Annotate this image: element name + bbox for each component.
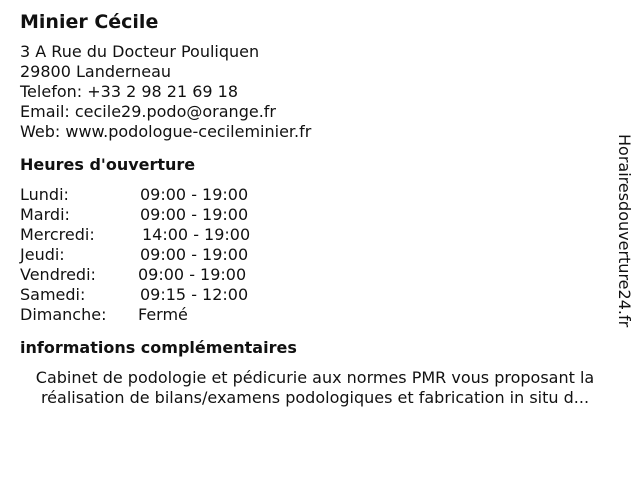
hours-row-saturday — [20, 285, 610, 305]
info-line-1: Cabinet de podologie et pédicurie aux normes PMR vous proposant la — [35, 368, 595, 387]
hours-day-label: Samedi: — [20, 285, 86, 304]
hours-day-label: Vendredi: — [20, 265, 96, 284]
hours-time: 09:15 - 12:00 — [140, 285, 249, 304]
hours-row-monday — [20, 185, 610, 205]
business-name: Minier Cécile — [20, 11, 159, 33]
hours-row-wednesday — [20, 225, 610, 245]
watermark-vertical — [612, 134, 636, 344]
hours-day-label: Dimanche: — [20, 305, 107, 324]
hours-day-label: Mardi: — [20, 205, 70, 224]
address-line2: 29800 Landerneau — [20, 62, 172, 81]
watermark-text: Horairesdouverture24.fr — [615, 134, 634, 328]
hours-row-friday — [20, 265, 610, 285]
hours-time: 14:00 - 19:00 — [142, 225, 251, 244]
hours-time: 09:00 - 19:00 — [140, 245, 249, 264]
info-line-2: réalisation de bilans/examens podologiques et fabrication in situ d... — [40, 388, 590, 407]
hours-day-label: Jeudi: — [20, 245, 65, 264]
business-card — [20, 10, 610, 408]
info-description — [20, 368, 610, 408]
hours-time: Fermé — [138, 305, 188, 324]
hours-row-tuesday — [20, 205, 610, 225]
email-text: Email: cecile29.podo@orange.fr — [20, 102, 276, 121]
web-text: Web: www.podologue-cecileminier.fr — [20, 122, 312, 141]
hours-time: 09:00 - 19:00 — [140, 185, 249, 204]
hours-day-label: Lundi: — [20, 185, 69, 204]
hours-row-sunday — [20, 305, 610, 325]
hours-day-label: Mercredi: — [20, 225, 95, 244]
hours-row-thursday — [20, 245, 610, 265]
hours-time: 09:00 - 19:00 — [140, 205, 249, 224]
address-line1: 3 A Rue du Docteur Pouliquen — [20, 42, 260, 61]
phone-text: Telefon: +33 2 98 21 69 18 — [20, 82, 239, 101]
hours-title: Heures d'ouverture — [20, 155, 196, 174]
hours-time: 09:00 - 19:00 — [138, 265, 247, 284]
info-title: informations complémentaires — [20, 338, 297, 357]
